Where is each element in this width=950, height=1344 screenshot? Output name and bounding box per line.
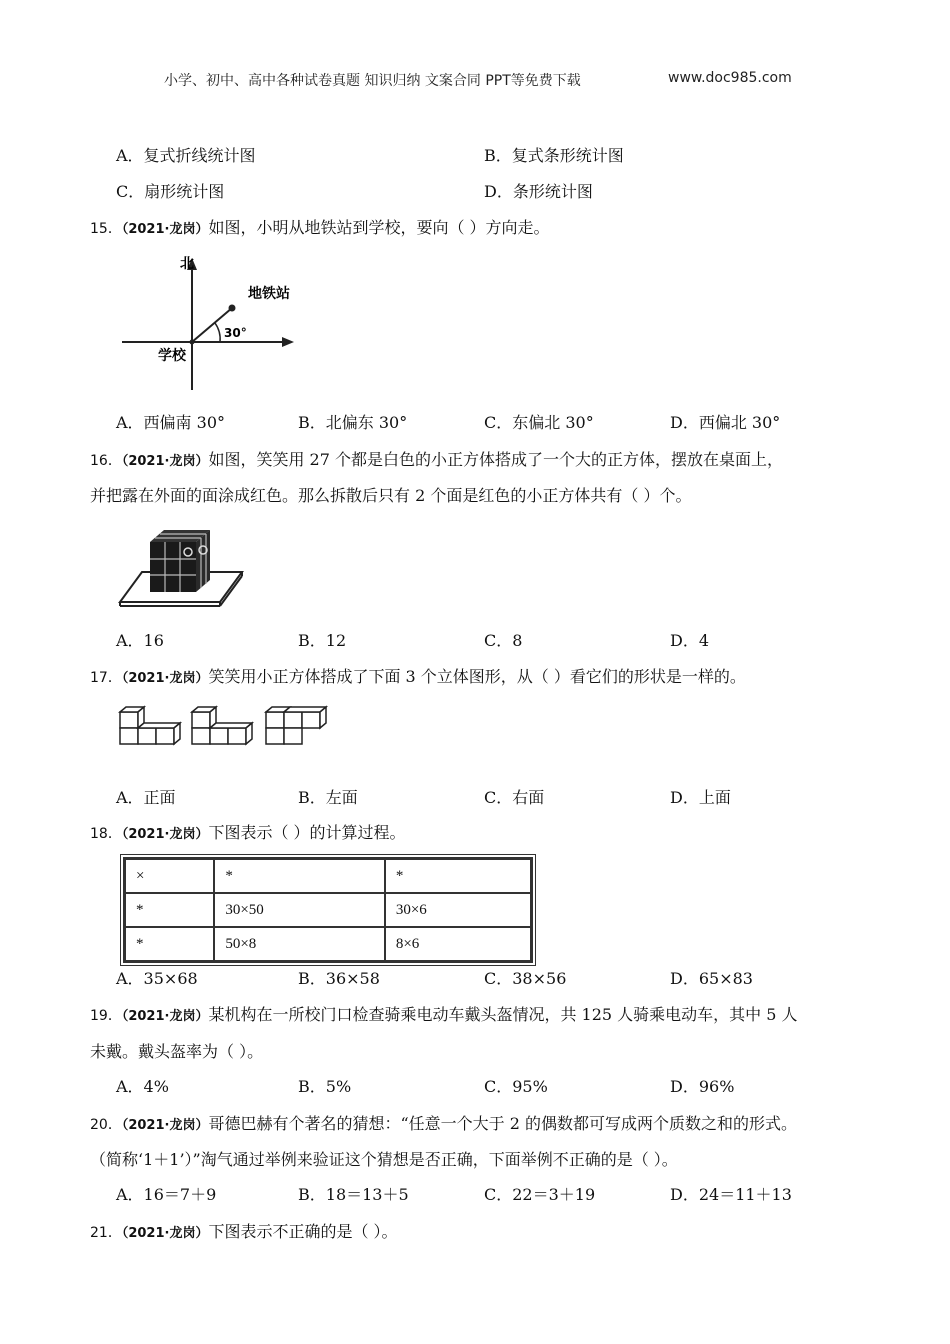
question-text: 笑笑用小正方体搭成了下面 3 个立体图形，从（ ）看它们的形状是一样的。 bbox=[208, 667, 746, 686]
q18-option-a: A．35×68 bbox=[116, 969, 198, 988]
table-cell: * bbox=[125, 893, 214, 927]
q19-option-d: D．96% bbox=[670, 1077, 735, 1096]
q16-cube-on-table-figure bbox=[118, 522, 248, 608]
q15-option-c: C．东偏北 30° bbox=[484, 413, 594, 432]
question-number: 18． bbox=[90, 826, 122, 842]
table-row bbox=[125, 893, 531, 927]
q16-stem-line2: 并把露在外面的面涂成红色。那么拆散后只有 2 个面是红色的小正方体共有（ ）个。 bbox=[90, 486, 692, 505]
question-source: （2021·龙岗） bbox=[121, 454, 209, 469]
table-cell: 50×8 bbox=[214, 927, 385, 961]
question-number: 16． bbox=[90, 453, 122, 469]
question-text: 哥德巴赫有个著名的猜想：“任意一个大于 2 的偶数都可写成两个质数之和的形式。 bbox=[208, 1114, 797, 1133]
question-text: 某机构在一所校门口检查骑乘电动车戴头盔情况，共 125 人骑乘电动车，其中 5 人 bbox=[208, 1005, 798, 1024]
q15-direction-figure bbox=[118, 250, 308, 395]
school-label: 学校 bbox=[158, 348, 186, 364]
question-text: 如图，小明从地铁站到学校，要向（ ）方向走。 bbox=[208, 218, 550, 237]
question-number: 20． bbox=[90, 1117, 122, 1133]
q14-option-d: D．条形统计图 bbox=[484, 182, 593, 201]
question-source: （2021·龙岗） bbox=[121, 1009, 209, 1024]
question-number: 17． bbox=[90, 670, 122, 686]
question-text: 下图表示不正确的是（ ）。 bbox=[208, 1222, 398, 1241]
north-label: 北 bbox=[180, 256, 194, 272]
q15-option-b: B．北偏东 30° bbox=[298, 413, 408, 432]
question-source: （2021·龙岗） bbox=[121, 827, 209, 842]
q20-option-c: C．22＝3＋19 bbox=[484, 1185, 596, 1204]
q18-option-d: D．65×83 bbox=[670, 969, 753, 988]
q17-cube-figures bbox=[118, 704, 338, 750]
table-row bbox=[125, 927, 531, 961]
q20-stem-line1 bbox=[90, 1114, 797, 1136]
q17-option-c: C．右面 bbox=[484, 788, 545, 807]
question-source: （2021·龙岗） bbox=[121, 671, 209, 686]
q19-option-b: B．5% bbox=[298, 1077, 352, 1096]
question-number: 19． bbox=[90, 1008, 122, 1024]
table-cell: * bbox=[214, 859, 385, 893]
q20-option-a: A．16＝7＋9 bbox=[116, 1185, 217, 1204]
q17-option-d: D．上面 bbox=[670, 788, 731, 807]
question-text: 下图表示（ ）的计算过程。 bbox=[208, 823, 406, 842]
q19-option-c: C．95% bbox=[484, 1077, 548, 1096]
question-source: （2021·龙岗） bbox=[121, 1118, 209, 1133]
q20-option-b: B．18＝13＋5 bbox=[298, 1185, 409, 1204]
q21-stem bbox=[90, 1222, 398, 1244]
q16-stem-line1 bbox=[90, 450, 783, 472]
table-cell: * bbox=[385, 859, 531, 893]
header-url: www.doc985.com bbox=[668, 70, 792, 86]
q20-stem-line2: （简称‘1＋1’）”淘气通过举例来验证这个猜想是否正确，下面举例不正确的是（ ）。 bbox=[90, 1150, 678, 1169]
question-number: 15． bbox=[90, 221, 122, 237]
question-source: （2021·龙岗） bbox=[121, 1226, 209, 1241]
table-cell: * bbox=[125, 927, 214, 961]
q17-option-b: B．左面 bbox=[298, 788, 358, 807]
q16-option-d: D．4 bbox=[670, 631, 710, 650]
table-cell: 30×50 bbox=[214, 893, 385, 927]
q15-option-a: A．西偏南 30° bbox=[116, 413, 226, 432]
table-cell: 30×6 bbox=[385, 893, 531, 927]
q14-option-b: B．复式条形统计图 bbox=[484, 146, 624, 165]
question-text: 如图，笑笑用 27 个都是白色的小正方体搭成了一个大的正方体，摆放在桌面上， bbox=[208, 450, 783, 469]
table-cell: 8×6 bbox=[385, 927, 531, 961]
q19-option-a: A．4% bbox=[116, 1077, 169, 1096]
q15-stem bbox=[90, 218, 550, 240]
q18-option-b: B．36×58 bbox=[298, 969, 380, 988]
q14-option-a: A．复式折线统计图 bbox=[116, 146, 256, 165]
angle-label: 30° bbox=[224, 326, 247, 340]
q18-option-c: C．38×56 bbox=[484, 969, 567, 988]
header-site-slogan: 小学、初中、高中各种试卷真题 知识归纳 文案合同 PPT等免费下载 bbox=[164, 73, 581, 89]
q17-option-a: A．正面 bbox=[116, 788, 176, 807]
q16-option-c: C．8 bbox=[484, 631, 523, 650]
q19-stem-line2: 未戴。戴头盔率为（ ）。 bbox=[90, 1042, 264, 1061]
question-number: 21． bbox=[90, 1225, 122, 1241]
q14-option-c: C．扇形统计图 bbox=[116, 182, 225, 201]
q16-option-a: A．16 bbox=[116, 631, 164, 650]
q20-option-d: D．24＝11＋13 bbox=[670, 1185, 792, 1204]
q19-stem-line1 bbox=[90, 1005, 798, 1027]
q17-stem bbox=[90, 667, 746, 689]
table-row bbox=[125, 859, 531, 893]
q18-stem bbox=[90, 823, 406, 845]
q16-option-b: B．12 bbox=[298, 631, 347, 650]
table-cell: × bbox=[125, 859, 214, 893]
q18-multiplication-grid bbox=[120, 854, 536, 966]
q15-option-d: D．西偏北 30° bbox=[670, 413, 781, 432]
question-source: （2021·龙岗） bbox=[121, 222, 209, 237]
station-label: 地铁站 bbox=[248, 286, 290, 302]
